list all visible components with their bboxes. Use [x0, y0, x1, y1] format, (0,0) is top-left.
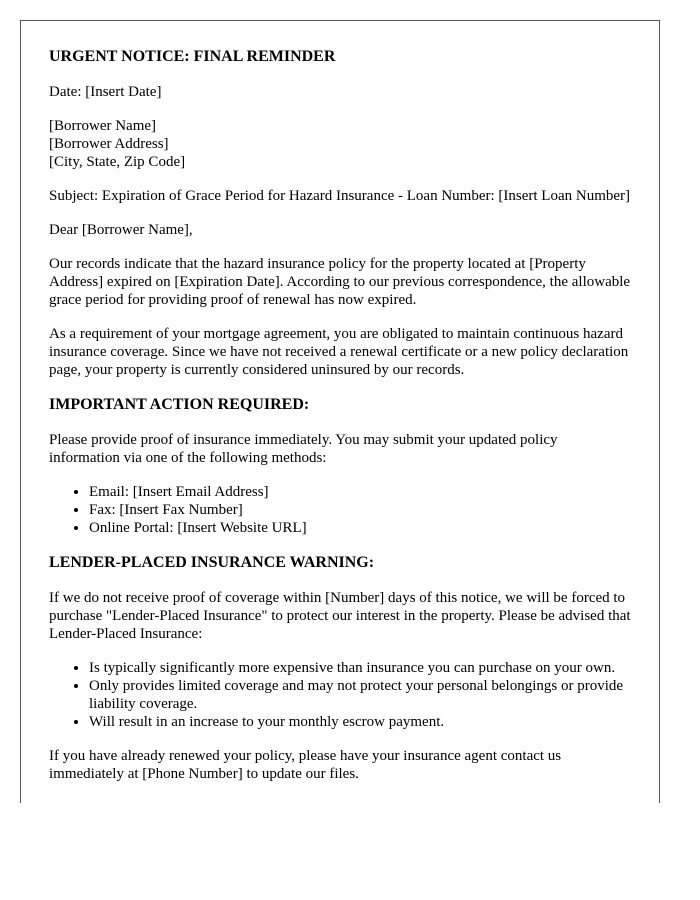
paragraph-lender-placed: If we do not receive proof of coverage within [Number] days of this notice, we will be forced to purchase "Lender-Placed Insurance" to protect our interest in the property. Please be advised that Lender-Placed Insurance: — [49, 590, 631, 642]
letter-title: URGENT NOTICE: FINAL REMINDER — [49, 48, 336, 65]
letter-content — [21, 21, 659, 783]
paragraph-records: Our records indicate that the hazard insurance policy for the property located at [Property Address] expired on [Expiration Date]. According to our previous correspondence, the allowable grace period for providing proof of renewal has now expired. — [49, 256, 631, 308]
date-line: Date: [Insert Date] — [49, 84, 162, 100]
subject-line: Subject: Expiration of Grace Period for Hazard Insurance - Loan Number: [Insert Loan Number] — [49, 188, 631, 204]
list-item: • Will result in an increase to your monthly escrow payment. — [89, 713, 631, 731]
list-item: • Is typically significantly more expensive than insurance you can purchase on your own. — [89, 659, 631, 677]
recipient-street: [Borrower Address] — [49, 136, 169, 152]
recipient-city: [City, State, Zip Code] — [49, 154, 186, 170]
list-item: • Online Portal: [Insert Website URL] — [89, 519, 631, 537]
warning-list — [49, 659, 631, 731]
submission-methods-list — [49, 483, 631, 537]
paragraph-provide-proof: Please provide proof of insurance immediately. You may submit your updated policy information via one of the following methods: — [49, 432, 558, 466]
list-item: • Fax: [Insert Fax Number] — [89, 501, 631, 519]
paragraph-requirement: As a requirement of your mortgage agreement, you are obligated to maintain continuous hazard insurance coverage. Since we have not received a renewal certificate or a new policy declaration page, your property is currently considered uninsured by our records. — [49, 326, 629, 378]
letter-page — [20, 20, 660, 803]
salutation: Dear [Borrower Name], — [49, 222, 193, 238]
paragraph-already-renewed: If you have already renewed your policy, please have your insurance agent contact us immediately at [Phone Number] to update our files. — [49, 748, 562, 782]
list-item: • Email: [Insert Email Address] — [89, 483, 631, 501]
heading-lender-placed-warning: LENDER-PLACED INSURANCE WARNING: — [49, 554, 375, 571]
recipient-name: [Borrower Name] — [49, 118, 157, 134]
recipient-address — [49, 117, 631, 171]
heading-action-required: IMPORTANT ACTION REQUIRED: — [49, 396, 310, 413]
list-item: • Only provides limited coverage and may not protect your personal belongings or provide liability coverage. — [89, 677, 631, 713]
